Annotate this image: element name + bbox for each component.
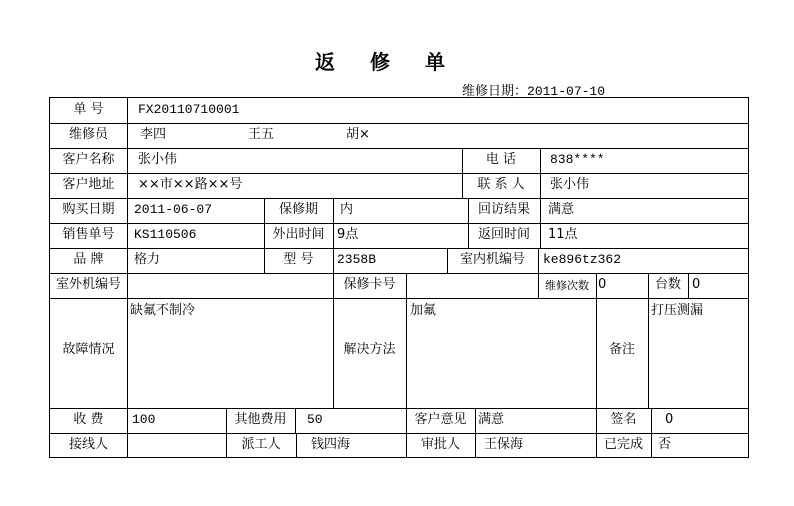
form-title: 返 修 单 xyxy=(315,50,459,74)
model-label: 型 号 xyxy=(283,252,314,267)
followup-result-value: 满意 xyxy=(548,202,575,217)
other-fee-label: 其他费用 xyxy=(234,412,287,427)
repair-date-value: 2011-07-10 xyxy=(527,84,606,99)
customer-opinion-value: 满意 xyxy=(478,412,505,427)
return-time-label: 返回时间 xyxy=(477,227,530,242)
solution-value: 加氟 xyxy=(410,303,437,318)
phone-label: 电 话 xyxy=(485,152,517,167)
warranty-value: 内 xyxy=(340,202,354,217)
technician-name: 李四 xyxy=(140,127,167,142)
completed-value: 否 xyxy=(658,437,672,452)
out-time-label: 外出时间 xyxy=(272,227,325,242)
fee-label: 收 费 xyxy=(73,412,104,427)
outdoor-unit-no-label: 室外机编号 xyxy=(55,277,121,292)
indoor-unit-no-label: 室内机编号 xyxy=(459,252,525,267)
customer-name-value: 张小伟 xyxy=(138,152,178,167)
fault-label: 故障情况 xyxy=(62,342,115,357)
phone-value: 838**** xyxy=(550,152,605,167)
sales-no-label: 销售单号 xyxy=(62,227,115,242)
other-fee-value: 50 xyxy=(307,412,323,427)
repair-date-label: 维修日期： xyxy=(462,84,528,99)
unit-count-label: 台数 xyxy=(654,277,681,292)
order-no-value: FX20110710001 xyxy=(138,102,240,117)
order-no-label: 单 号 xyxy=(73,102,104,117)
technicians-label: 维修员 xyxy=(68,127,108,142)
warranty-card-no-label: 保修卡号 xyxy=(343,277,396,292)
repair-count-label: 维修次数 xyxy=(545,279,589,292)
followup-result-label: 回访结果 xyxy=(477,202,530,217)
fee-value: 100 xyxy=(132,412,156,427)
purchase-date-label: 购买日期 xyxy=(62,202,115,217)
brand-label: 品 牌 xyxy=(73,252,104,267)
purchase-date-value: 2011-06-07 xyxy=(134,202,213,217)
out-time-value: 9点 xyxy=(337,227,359,242)
contact-value: 张小伟 xyxy=(550,177,590,192)
technician-name: 胡× xyxy=(346,127,370,142)
customer-name-label: 客户名称 xyxy=(62,152,115,167)
dispatcher-value: 钱四海 xyxy=(311,437,351,452)
remarks-value: 打压测漏 xyxy=(651,303,704,318)
fault-value: 缺氟不制冷 xyxy=(130,303,196,318)
approver-label: 审批人 xyxy=(420,437,460,452)
model-value: 2358B xyxy=(337,252,377,267)
customer-address-value: ××市××路××号 xyxy=(138,177,243,192)
warranty-label: 保修期 xyxy=(278,202,318,217)
approver-value: 王保海 xyxy=(484,437,524,452)
customer-address-label: 客户地址 xyxy=(62,177,115,192)
signature-label: 签名 xyxy=(610,412,637,427)
repair-count-value: 0 xyxy=(598,277,607,292)
indoor-unit-no-value: ke896tz362 xyxy=(543,252,622,267)
receiver-label: 接线人 xyxy=(68,437,108,452)
customer-opinion-label: 客户意见 xyxy=(414,412,467,427)
technician-name: 王五 xyxy=(248,127,275,142)
unit-count-value: 0 xyxy=(692,277,701,292)
return-time-value: 11点 xyxy=(548,227,578,242)
dispatcher-label: 派工人 xyxy=(241,437,281,452)
brand-value: 格力 xyxy=(134,252,161,267)
completed-label: 已完成 xyxy=(603,437,643,452)
sales-no-value: KS110506 xyxy=(134,227,197,242)
solution-label: 解决方法 xyxy=(343,342,396,357)
signature-value: 0 xyxy=(665,412,674,427)
contact-label: 联 系 人 xyxy=(477,177,525,192)
repair-form-table xyxy=(49,97,749,458)
remarks-label: 备注 xyxy=(608,342,635,357)
